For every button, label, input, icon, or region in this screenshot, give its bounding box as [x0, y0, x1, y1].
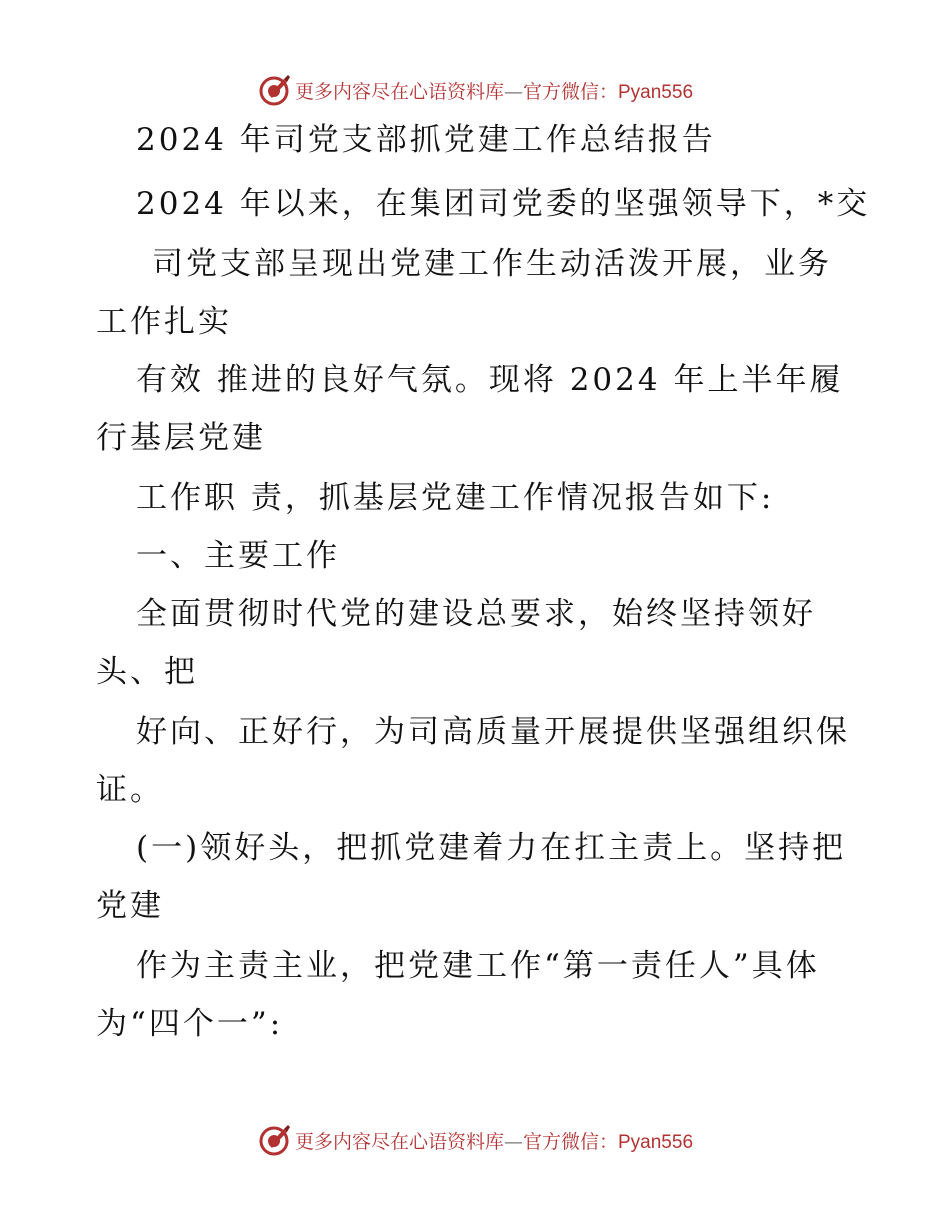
paragraph-line: 为“四个一”: [96, 1006, 284, 1042]
watermark-text: 更多内容尽在心语资料库—官方微信：Pyan556 [294, 80, 694, 103]
paragraph-line: (一)领好头，把抓党建着力在扛主责上。坚持把 [136, 830, 847, 866]
paragraph-line: 好向、正好行，为司高质量开展提供坚强组织保 [136, 714, 850, 750]
pen-logo-icon [257, 1123, 291, 1157]
paragraph-line: 党建 [96, 888, 164, 924]
document-title: 2024 年司党支部抓党建工作总结报告 [136, 122, 716, 158]
paragraph-line: 全面贯彻时代党的建设总要求，始终坚持领好 [136, 596, 816, 632]
paragraph-line: 司党支部呈现出党建工作生动活泼开展，业务 [152, 246, 832, 282]
pen-logo-icon [257, 73, 291, 107]
paragraph-line: 证。 [96, 772, 164, 808]
paragraph-line: 行基层党建 [96, 420, 266, 456]
paragraph-line: 有效 推进的良好气氛。现将 2024 年上半年履 [136, 362, 844, 398]
paragraph-line: 2024 年以来，在集团司党委的坚强领导下，*交 [136, 186, 871, 222]
paragraph-line: 工作扎实 [96, 304, 232, 340]
paragraph-line: 头、把 [96, 654, 198, 690]
paragraph-line: 作为主责主业，把党建工作“第一责任人”具体 [136, 948, 820, 984]
paragraph-line: 工作职 责，抓基层党建工作情况报告如下: [136, 480, 775, 516]
watermark-text: 更多内容尽在心语资料库—官方微信：Pyan556 [294, 1130, 694, 1153]
watermark-banner-bottom [0, 1120, 950, 1160]
watermark-banner-top [0, 70, 950, 110]
section-heading: 一、主要工作 [136, 538, 340, 574]
